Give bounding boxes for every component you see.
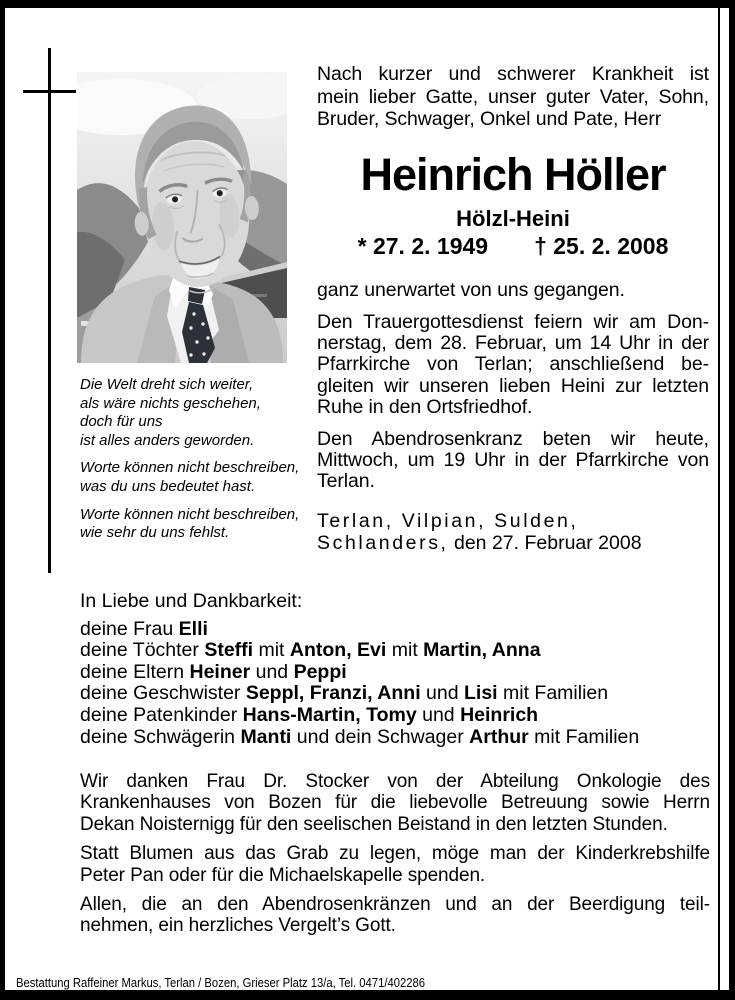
text-line: Worte können nicht beschreiben, [80, 459, 300, 477]
text-line: doch für uns [80, 413, 163, 431]
poem-stanza [80, 376, 325, 450]
text-line: Bruder, Schwager, Onkel und Pate, Herr [317, 108, 662, 131]
text-line: Worte können nicht beschreiben, [80, 505, 300, 523]
places-line: Terlan, Vilpian, Sulden, [317, 509, 579, 532]
notice-text-column [317, 63, 709, 555]
deceased-nickname: Hölzl-Heini [456, 205, 570, 231]
portrait-illustration [77, 72, 287, 363]
text-line: ganz unerwartet von uns gegangen. [317, 278, 625, 301]
frame-bottom [0, 990, 735, 1000]
thanks-paragraph [80, 771, 710, 835]
deceased-name: Heinrich Höller [360, 148, 666, 200]
thanks-section [80, 771, 710, 945]
family-line: deine Eltern Heiner und Peppi [80, 660, 347, 683]
thanks-paragraph [80, 843, 710, 886]
text-line: nerstag, dem 28. Februar, um 14 Uhr in der [317, 332, 709, 355]
text-line: Den Abendrosenkranz beten wir heute, [317, 428, 709, 450]
funeral-home-imprint: Bestattung Raffeiner Markus, Terlan / Bozen, Grieser Platz 13/a, Tel. 0471/402286 [16, 976, 425, 990]
family-line: deine Töchter Steffi mit Anton, Evi mit Martin, Anna [80, 639, 541, 662]
text-line: mein lieber Gatte, unser guter Vater, Sohn, [317, 85, 709, 108]
text-line: Mittwoch, um 19 Uhr in der Pfarrkirche von [317, 449, 709, 472]
text-line: Nach kurzer und schwerer Krankheit ist [317, 63, 709, 85]
frame-top [0, 0, 735, 8]
text-line: Statt Blumen aus das Grab zu legen, möge man der Kinderkrebshilfe [80, 843, 710, 865]
mourning-poem [80, 376, 325, 552]
text-line: Dekan Noisternigg für den seelischen Beistand in den letzten Stunden. [80, 813, 668, 835]
text-line: nehmen, ein herzliches Vergelt’s Gott. [80, 915, 396, 937]
text-line: gleiten wir unseren lieben Heini zur letzten [317, 374, 709, 397]
life-dates [317, 234, 709, 259]
thanks-paragraph [80, 894, 710, 937]
birth-date: * 27. 2. 1949 [357, 232, 489, 259]
text-line: Wir danken Frau Dr. Stocker von der Abteilung Onkologie des [80, 771, 710, 792]
text-line: ist alles anders geworden. [80, 431, 255, 449]
text-line: Krankenhauses von Bozen für die liebevolle Betreuung sowie Herrn [80, 792, 710, 814]
notice-date: den 27. Februar 2008 [448, 532, 642, 555]
family-heading: In Liebe und Dankbarkeit: [80, 590, 303, 612]
text-line: als wäre nichts geschehen, [80, 394, 261, 412]
family-line: deine Schwägerin Manti und dein Schwager Arthur mit Familien [80, 725, 640, 748]
death-date: † 25. 2. 2008 [534, 232, 669, 259]
portrait-photo [77, 72, 287, 363]
rosary-text [317, 429, 709, 493]
tie-knot [188, 287, 205, 304]
text-line: Allen, die an den Abendrosenkränzen und an der Beerdigung teil- [80, 894, 710, 916]
family-line: deine Patenkinder Hans-Martin, Tomy und Heinrich [80, 703, 539, 726]
frame-left [0, 0, 5, 1000]
family-line: deine Geschwister Seppl, Franzi, Anni und Lisi mit Familien [80, 682, 609, 705]
places-date-line [317, 532, 709, 555]
text-line: Terlan. [317, 470, 375, 493]
family-lines [80, 619, 730, 749]
family-section [80, 591, 730, 748]
memorial-cross-arm [23, 90, 76, 93]
text-line: was du uns bedeutet hast. [80, 477, 256, 495]
intro-text [317, 63, 709, 131]
poem-stanza [80, 506, 325, 543]
memorial-cross-icon [48, 48, 51, 573]
text-line: wie sehr du uns fehlst. [80, 524, 230, 542]
text-line: Den Trauergottesdienst feiern wir am Don- [317, 310, 709, 333]
text-line: Peter Pan oder für die Michaelskapelle spenden. [80, 864, 486, 886]
text-line: Die Welt dreht sich weiter, [80, 376, 254, 393]
places-date-block [317, 510, 709, 555]
column-rule [718, 8, 720, 990]
text-line: Pfarrkirche von Terlan; anschließend be- [317, 353, 709, 376]
passing-text [317, 280, 709, 301]
text-line: Ruhe in den Ortsfriedhof. [317, 395, 533, 418]
poem-stanza [80, 459, 325, 496]
family-line: deine Frau Elli [80, 617, 208, 640]
funeral-service-text [317, 312, 709, 418]
frame-right [729, 0, 735, 1000]
places-line-spaced: Schlanders, [317, 532, 449, 555]
